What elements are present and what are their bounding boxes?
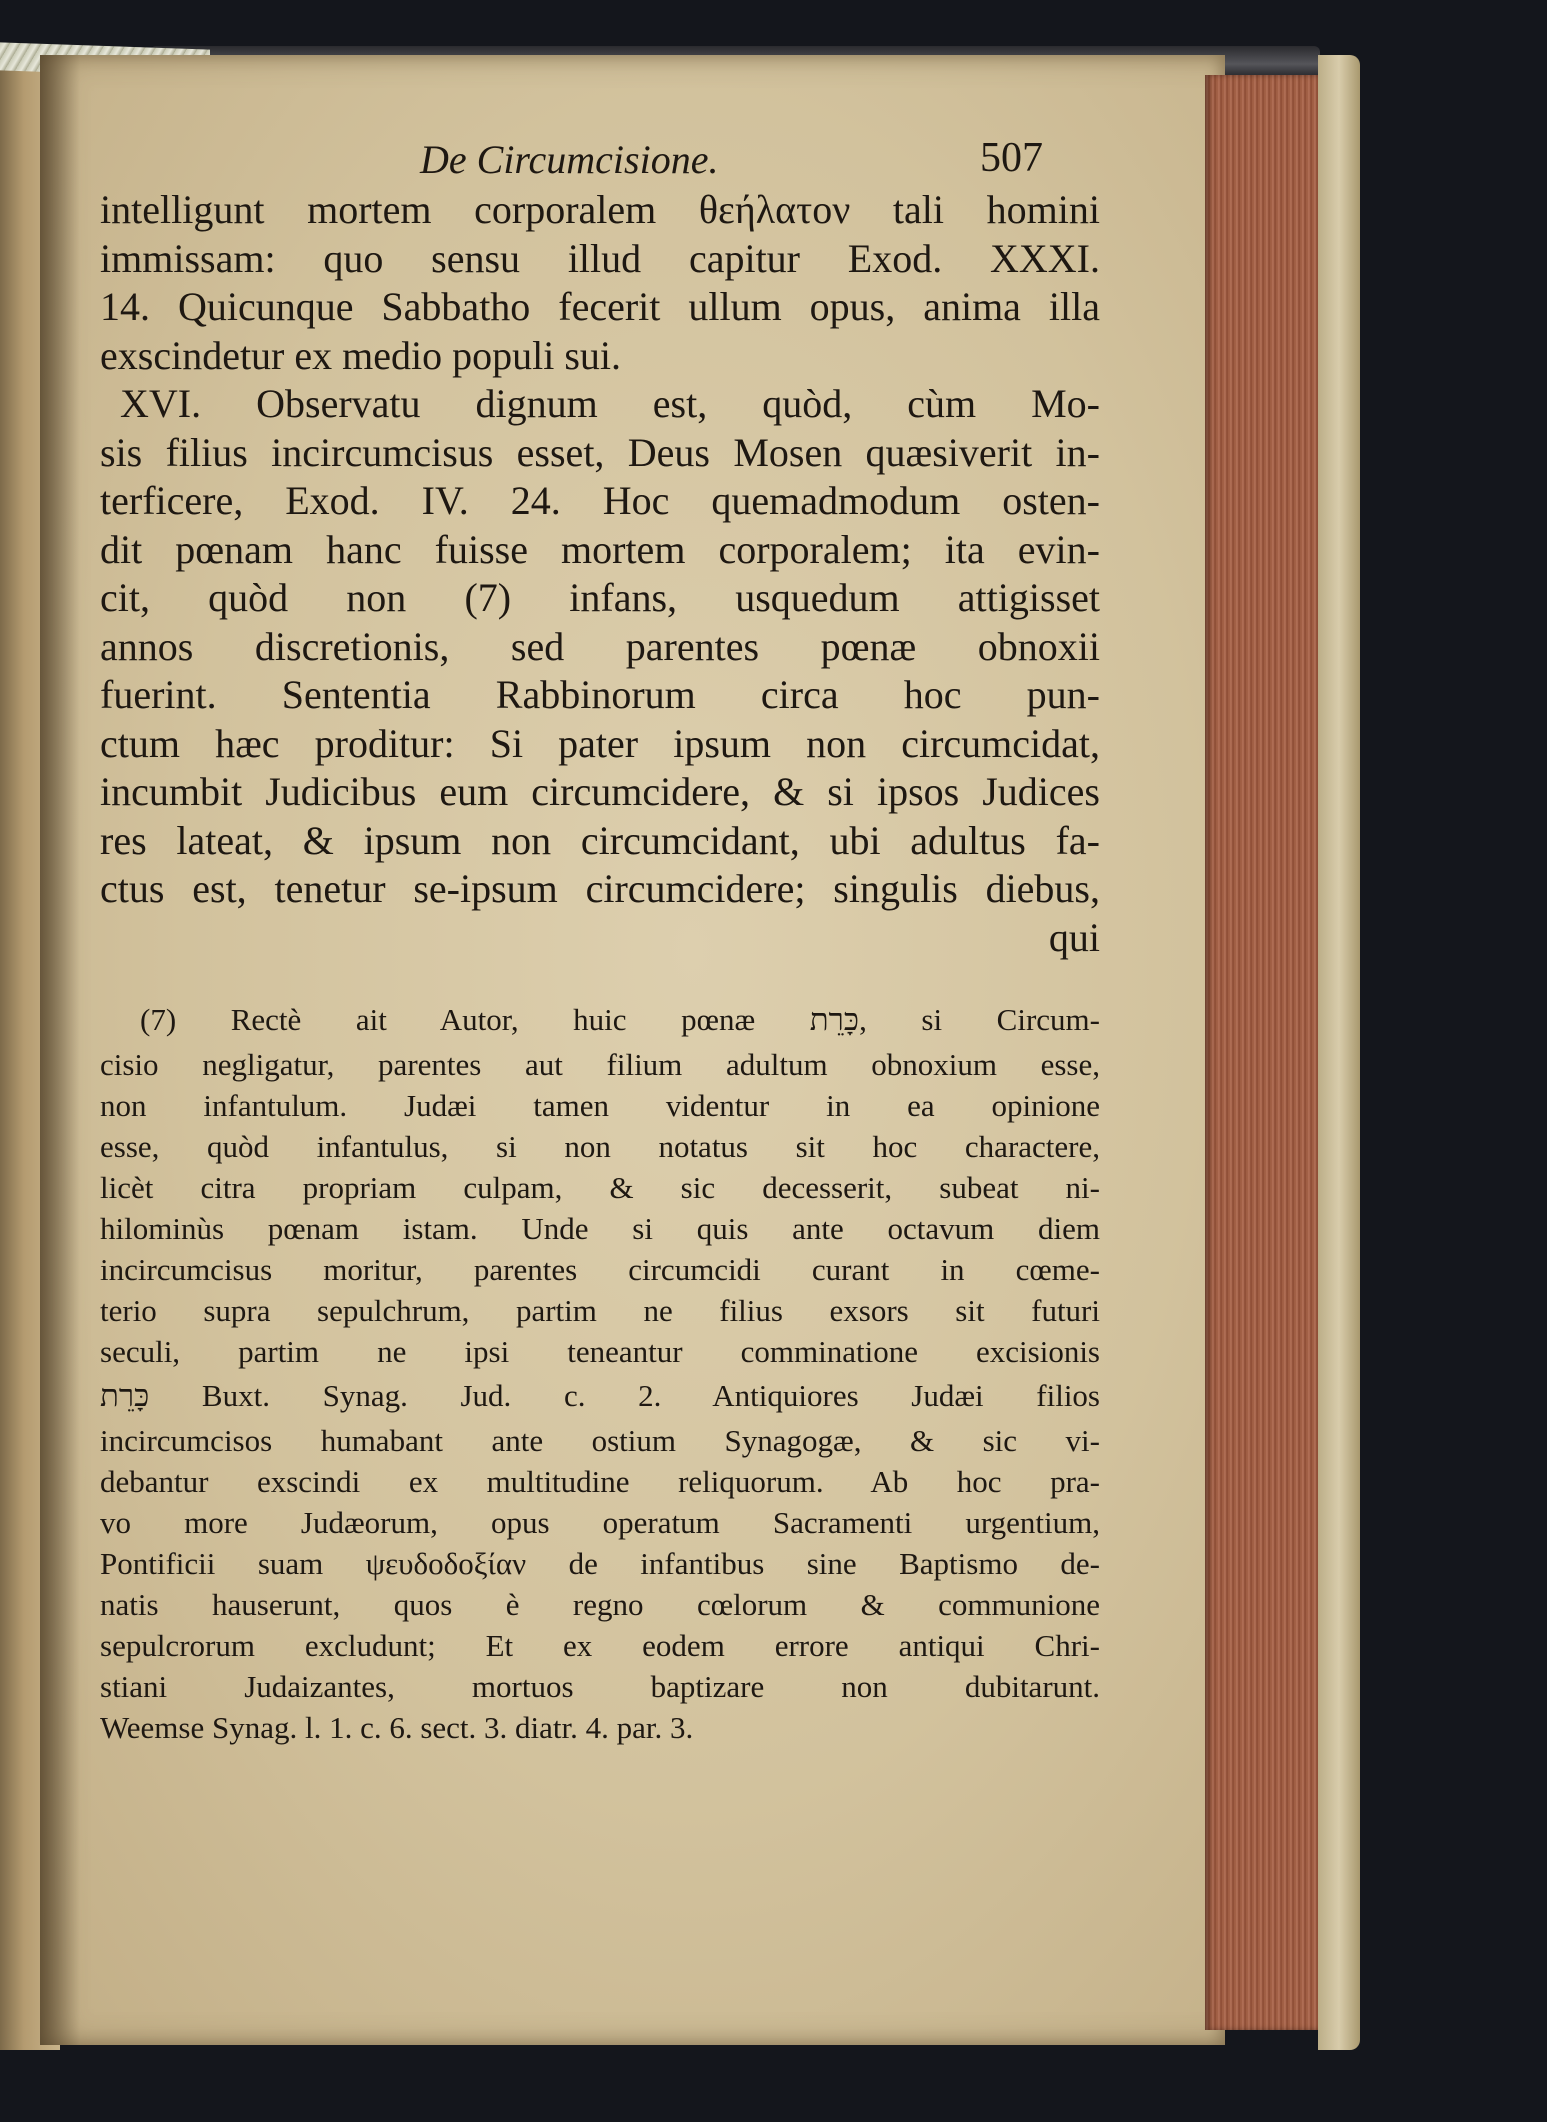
back-cover	[1318, 55, 1360, 2050]
footnote-line: Pontificii suam ψευδοδοξίαν de infantibus sine Baptismo de-	[100, 1546, 1100, 1581]
text-line: ctum hæc proditur: Si pater ipsum non circumcidat,	[100, 720, 1100, 766]
text-line: immissam: quo sensu illud capitur Exod. XXXI.	[100, 235, 1100, 281]
main-text	[100, 186, 1100, 962]
text-line: dit pœnam hanc fuisse mortem corporalem; ita evin-	[100, 526, 1100, 572]
text-line: fuerint. Sententia Rabbinorum circa hoc pun-	[100, 672, 1100, 717]
footnote-line: cisio negligatur, parentes aut filium adultum obnoxium esse,	[100, 1047, 1100, 1082]
text-line: res lateat, & ipsum non circumcidant, ubi adultus fa-	[100, 817, 1100, 863]
text-line: cit, quòd non (7) infans, usquedum attigisset	[100, 575, 1100, 620]
footnote-line: terio supra sepulchrum, partim ne filius exsors sit futuri	[100, 1293, 1100, 1328]
footnote	[100, 996, 1100, 1748]
text-line: XVI. Observatu dignum est, quòd, cùm Mo-	[120, 381, 1100, 426]
text-line: intelligunt mortem corporalem θεήλατον tali homini	[100, 187, 1100, 232]
footnote-line: esse, quòd infantulus, si non notatus sit hoc charactere,	[100, 1129, 1100, 1164]
footnote-line: incircumcisos humabant ante ostium Synagogæ, & sic vi-	[100, 1423, 1100, 1458]
running-head	[100, 130, 1100, 186]
running-head-title: De Circumcisione.	[420, 137, 719, 182]
footnote-line: כָּרֵת Buxt. Synag. Jud. c. 2. Antiquiores Judæi filios	[100, 1378, 1100, 1413]
page-number: 507	[980, 135, 1043, 181]
text-line: incumbit Judicibus eum circumcidere, & si ipsos Judices	[100, 769, 1100, 814]
footnote-line: licèt citra propriam culpam, & sic decesserit, subeat ni-	[100, 1170, 1100, 1205]
text-line: terficere, Exod. IV. 24. Hoc quemadmodum osten-	[100, 478, 1100, 523]
text-line: 14. Quicunque Sabbatho fecerit ullum opus, anima illa	[100, 284, 1100, 329]
footnote-line: hilominùs pœnam istam. Unde si quis ante octavum diem	[100, 1211, 1100, 1246]
footnote-line: vo more Judæorum, opus operatum Sacramenti urgentium,	[100, 1505, 1100, 1540]
footnote-line: (7) Rectè ait Autor, huic pœnæ כָּרֵת, si Circum-	[140, 1002, 1100, 1037]
footnote-line: debantur exscindi ex multitudine reliquorum. Ab hoc pra-	[100, 1464, 1100, 1499]
footnote-line: non infantulum. Judæi tamen videntur in ea opinione	[100, 1088, 1100, 1123]
page-edges	[1205, 75, 1320, 2030]
text-line: annos discretionis, sed parentes pœnæ obnoxii	[100, 623, 1100, 669]
text-line: exscindetur ex medio populi sui.	[100, 332, 622, 378]
footnote-line: seculi, partim ne ipsi teneantur comminatione excisionis	[100, 1334, 1100, 1369]
text-line: ctus est, tenetur se-ipsum circumcidere; singulis diebus,	[100, 866, 1100, 911]
page-gutter	[40, 55, 80, 2045]
footnote-line: stiani Judaizantes, mortuos baptizare non dubitarunt.	[100, 1669, 1100, 1704]
page-text	[100, 130, 1100, 1748]
footnote-line: sepulcrorum excludunt; Et ex eodem errore antiqui Chri-	[100, 1628, 1100, 1663]
catchword: qui	[1048, 914, 1100, 960]
text-line: sis filius incircumcisus esset, Deus Mosen quæsiverit in-	[100, 429, 1100, 475]
footnote-line: Weemse Synag. l. 1. c. 6. sect. 3. diatr. 4. par. 3.	[100, 1710, 694, 1745]
footnote-line: natis hauserunt, quos è regno cœlorum & communione	[100, 1587, 1100, 1622]
footnote-line: incircumcisus moritur, parentes circumcidi curant in cœme-	[100, 1252, 1100, 1287]
